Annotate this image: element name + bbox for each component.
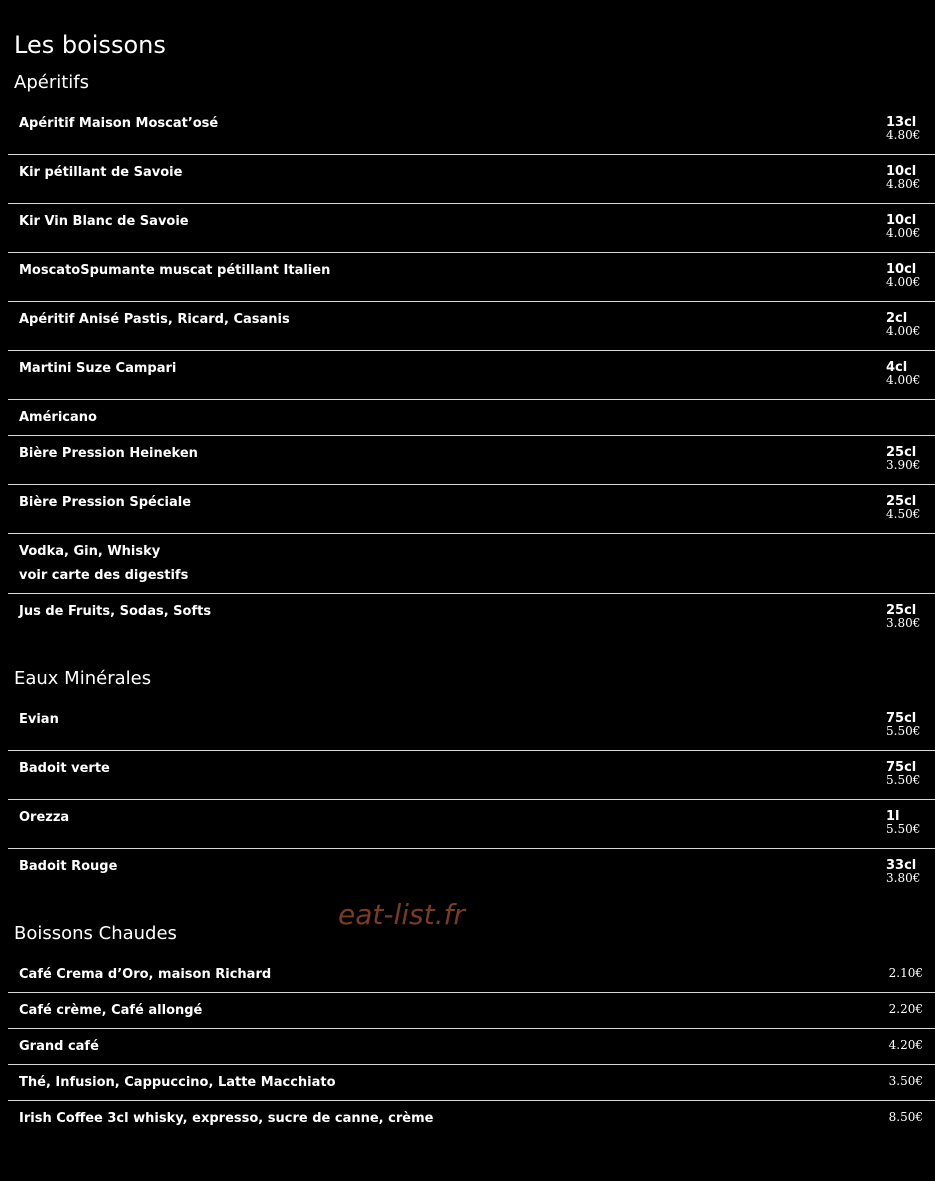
item-price: 4.20€ — [888, 1038, 923, 1052]
item-volume: 1l — [886, 809, 900, 824]
list-item — [8, 485, 935, 534]
item-price-block — [886, 312, 923, 338]
section-title: Eaux Minérales — [14, 668, 152, 689]
item-price: 4.00€ — [886, 324, 921, 338]
item-name: Grand café — [19, 1039, 99, 1054]
item-price: 2.10€ — [888, 966, 923, 980]
item-price-block — [886, 263, 923, 289]
item-price-block — [886, 214, 923, 240]
chaudes-list — [8, 957, 935, 1137]
list-item — [8, 993, 935, 1029]
list-item — [8, 1101, 935, 1137]
list-item — [8, 1029, 935, 1065]
item-name: Orezza — [19, 810, 70, 825]
list-item — [8, 957, 935, 993]
list-item — [8, 253, 935, 302]
item-name: Bière Pression Heineken — [19, 446, 198, 461]
item-name: Café Crema d’Oro, maison Richard — [19, 967, 272, 982]
item-name: Café crème, Café allongé — [19, 1003, 203, 1018]
item-price: 3.50€ — [888, 1074, 923, 1088]
item-price: 4.00€ — [886, 373, 921, 387]
section-title: Boissons Chaudes — [14, 923, 177, 944]
item-price: 4.80€ — [886, 128, 921, 142]
item-name: Irish Coffee 3cl whisky, expresso, sucre de canne, crème — [19, 1111, 434, 1126]
item-price-block — [886, 1111, 923, 1124]
item-price: 3.90€ — [886, 458, 921, 472]
item-price: 8.50€ — [888, 1110, 923, 1124]
item-name: Apéritif Maison Moscat’osé — [19, 116, 219, 131]
item-price-block — [886, 1039, 923, 1052]
item-price: 3.80€ — [886, 616, 921, 630]
item-price: 4.00€ — [886, 275, 921, 289]
list-item — [8, 1065, 935, 1101]
item-name: Américano — [19, 410, 97, 425]
list-item — [8, 302, 935, 351]
list-item — [8, 436, 935, 485]
item-volume: 33cl — [886, 858, 917, 873]
item-volume: 25cl — [886, 603, 917, 618]
item-price-block — [886, 495, 923, 521]
item-price: 2.20€ — [888, 1002, 923, 1016]
item-volume: 10cl — [886, 164, 917, 179]
list-item — [8, 702, 935, 751]
item-name: MoscatoSpumante muscat pétillant Italien — [19, 263, 331, 278]
item-volume: 75cl — [886, 711, 917, 726]
item-subtext: voir carte des digestifs — [19, 568, 189, 583]
item-name: Apéritif Anisé Pastis, Ricard, Casanis — [19, 312, 290, 327]
item-price-block — [886, 361, 923, 387]
item-name: Kir pétillant de Savoie — [19, 165, 183, 180]
item-name: Evian — [19, 712, 59, 727]
list-item — [8, 204, 935, 253]
eaux-list — [8, 702, 935, 898]
item-price-block — [886, 446, 923, 472]
item-volume: 10cl — [886, 262, 917, 277]
item-price-block — [886, 712, 923, 738]
item-price-block — [886, 165, 923, 191]
item-name: Badoit Rouge — [19, 859, 118, 874]
item-price: 3.80€ — [886, 871, 921, 885]
list-item — [8, 155, 935, 204]
page-title: Les boissons — [14, 31, 166, 59]
watermark: eat-list.fr — [338, 898, 465, 931]
list-item — [8, 751, 935, 800]
section-eaux-minerales — [8, 668, 935, 898]
item-name: Vodka, Gin, Whisky — [19, 544, 161, 559]
section-title: Apéritifs — [14, 72, 89, 93]
item-price: 5.50€ — [886, 822, 921, 836]
item-price-block — [886, 1075, 923, 1088]
item-price-block — [886, 859, 923, 885]
item-price: 4.50€ — [886, 507, 921, 521]
section-boissons-chaudes — [8, 923, 935, 1137]
item-name: Martini Suze Campari — [19, 361, 177, 376]
list-item — [8, 849, 935, 898]
list-item — [8, 351, 935, 400]
item-volume: 10cl — [886, 213, 917, 228]
item-name: Jus de Fruits, Sodas, Softs — [19, 604, 212, 619]
item-name: Kir Vin Blanc de Savoie — [19, 214, 189, 229]
list-item — [8, 800, 935, 849]
item-volume: 4cl — [886, 360, 908, 375]
list-item — [8, 400, 935, 436]
item-volume: 75cl — [886, 760, 917, 775]
item-price: 4.80€ — [886, 177, 921, 191]
aperitifs-list — [8, 106, 935, 643]
item-price-block — [886, 116, 923, 142]
list-item — [8, 106, 935, 155]
item-name: Bière Pression Spéciale — [19, 495, 192, 510]
item-volume: 13cl — [886, 115, 917, 130]
list-item — [8, 534, 935, 594]
item-volume: 25cl — [886, 494, 917, 509]
item-price-block — [886, 967, 923, 980]
item-volume: 25cl — [886, 445, 917, 460]
item-volume: 2cl — [886, 311, 908, 326]
list-item — [8, 594, 935, 643]
item-price: 5.50€ — [886, 773, 921, 787]
item-name: Badoit verte — [19, 761, 110, 776]
item-name: Thé, Infusion, Cappuccino, Latte Macchiato — [19, 1075, 336, 1090]
item-price: 4.00€ — [886, 226, 921, 240]
item-text-block — [19, 544, 188, 584]
item-price: 5.50€ — [886, 724, 921, 738]
item-price-block — [886, 761, 923, 787]
item-price-block — [886, 604, 923, 630]
item-price-block — [886, 810, 923, 836]
item-price-block — [886, 1003, 923, 1016]
section-aperitifs — [8, 72, 935, 643]
